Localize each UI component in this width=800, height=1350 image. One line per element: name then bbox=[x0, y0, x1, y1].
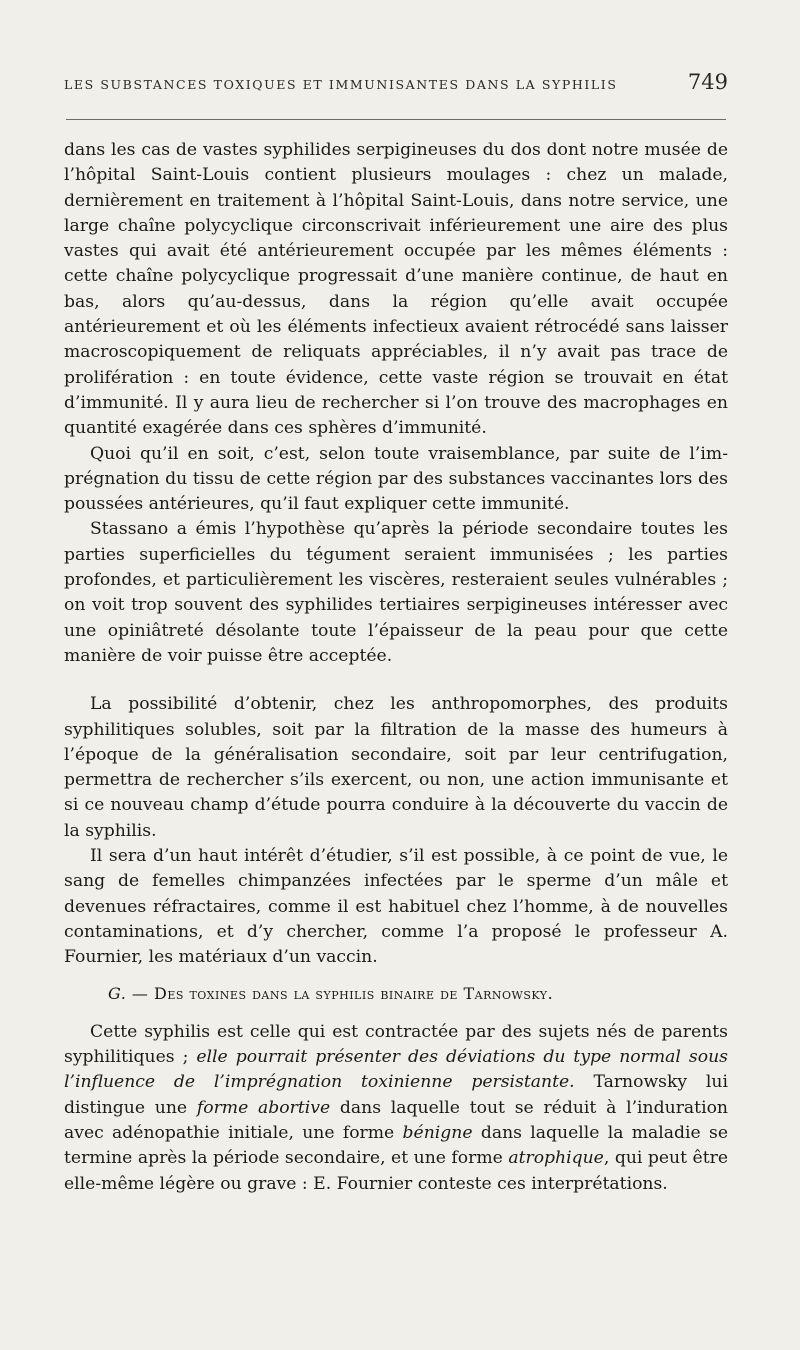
italic-run: bénigne bbox=[402, 1122, 473, 1143]
paragraph-binaire bbox=[64, 1020, 728, 1197]
header-rule bbox=[66, 119, 726, 120]
page-number: 749 bbox=[687, 70, 728, 94]
paragraph-gap bbox=[64, 669, 728, 692]
paragraph-possibilite: La possibilité d’obtenir, chez les anthropomorphes, des produits syphilitiques solubles, soit par la filtration de la masse des humeurs à l’époque de la généralisation secondaire, soit par leur centrifugation, permettra de rechercher s’ils exercent, ou non, une action immunisante et si ce nouveau champ d’étude pourra conduire à la découverte du vaccin de la syphilis. bbox=[64, 694, 728, 841]
paragraph-continued: dans les cas de vastes syphilides serpigineuses du dos dont notre musée de l’hôpital Saint-Louis contient plusieurs moulages : chez un malade, dernièrement en traitement à l’hôpital Saint-Louis, dans notre service, une large chaîne polycyclique circonscrivait inférieurement une aire des plus vastes qui avait été antérieurement occupée par les mêmes éléments : cette chaîne polycyclique progressait d’une manière continue, de haut en bas, alors qu’au-dessus, dans la région qu’elle avait occupée antérieurement et où les éléments infectieux avaient rétrocédé sans laisser macroscopiquement de reliquats appréciables, il n’y avait pas trace de prolifération : en toute évidence, cette vaste région se trouvait en état d’immunité. Il y aura lieu de rechercher si l’on trouve des macrophages en quantité exagérée dans ces sphères d’immunité. bbox=[64, 140, 728, 439]
text-run: Tarnowsky lui distingue une bbox=[64, 1072, 728, 1118]
italic-run: forme abortive bbox=[196, 1097, 331, 1118]
paragraph-quoi: Quoi qu’il en soit, c’est, selon toute vraisemblance, par suite de l’imprégnation du tissu de cette région par des substances vaccinantes lors des poussées antérieures, qu’il faut expliquer cette immunité. bbox=[64, 443, 728, 515]
italic-run: atrophique bbox=[508, 1148, 604, 1169]
italic-run: elle pourrait présenter des déviations du type normal sous l’influence de l’imprégnation toxinienne persistante. bbox=[64, 1047, 728, 1093]
running-title: LES SUBSTANCES TOXIQUES ET IMMUNISANTES DANS LA SYPHILIS bbox=[64, 77, 618, 92]
text-run: dans laquelle la maladie se termine après la période secondaire, et une forme bbox=[64, 1122, 728, 1169]
paragraph-interet: Il sera d’un haut intérêt d’étudier, s’il est possible, à ce point de vue, le sang de femelles chimpanzées infectées par le sperme d’un mâle et devenues réfractaires, comme il est habituel chez l’homme, à de nouvelles contaminations, et d’y chercher, comme l’a proposé le professeur A. Fournier, les matériaux d’un vaccin. bbox=[64, 846, 728, 968]
running-head bbox=[64, 70, 728, 94]
text-run: dans laquelle tout se réduit à l’induration avec adénopathie initiale, une forme bbox=[64, 1097, 728, 1143]
section-heading bbox=[64, 981, 728, 1006]
paragraph-stassano: Stassano a émis l’hypothèse qu’après la période secondaire toutes les parties superficielles du tégument seraient immunisées ; les parties profondes, et particulièrement les viscères, resteraient seules vulnérables ; on voit trop souvent des syphilides tertiaires serpigineuses intéresser avec une opiniâtreté désolante toute l’épaisseur de la peau pour que cette manière de voir puisse être acceptée. bbox=[64, 519, 728, 666]
section-letter: G. bbox=[108, 983, 127, 1003]
text-run: Cette syphilis est celle qui est contractée par des sujets nés de parents syphilitiques ; bbox=[64, 1021, 728, 1068]
section-dash: — bbox=[131, 983, 149, 1003]
text-run: , qui peut être elle-même légère ou grave : E. Fournier conteste ces interprétations. bbox=[64, 1148, 728, 1194]
body-text bbox=[64, 138, 728, 1197]
section-title: Des toxines dans la syphilis binaire de Tarnowsky. bbox=[153, 983, 554, 1003]
